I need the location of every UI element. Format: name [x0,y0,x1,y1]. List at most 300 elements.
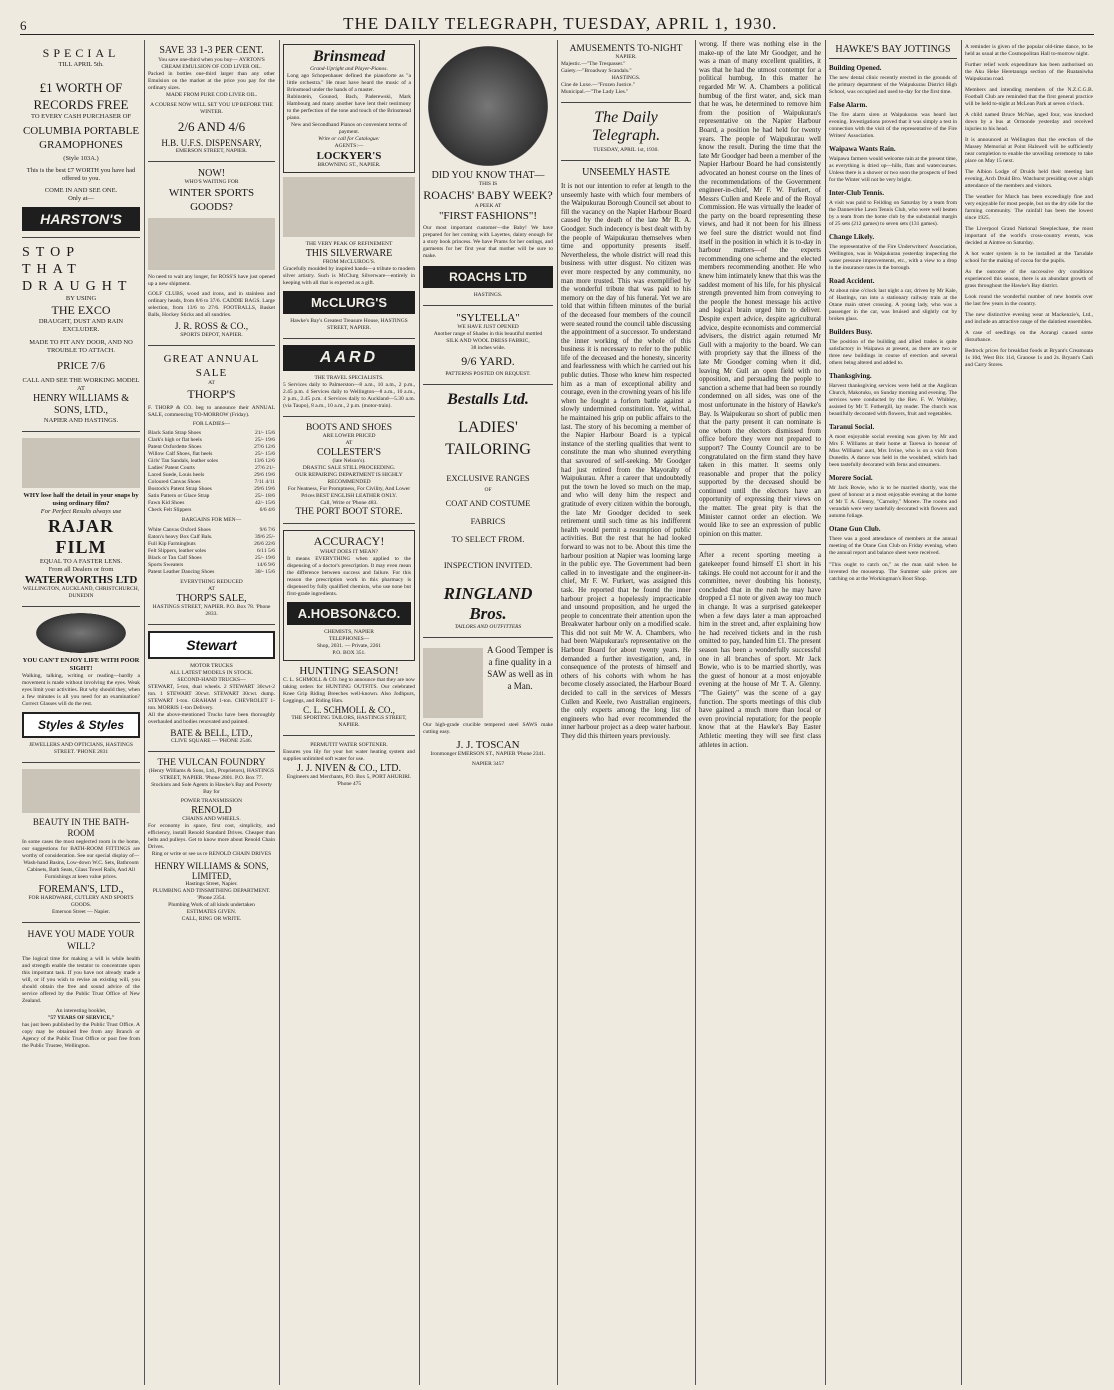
column-5 [561,40,691,1385]
ad-interesting: An interesting booklet, [55,1008,107,1014]
ad-hunting: HUNTING SEASON! [299,665,399,677]
price-row [148,479,275,486]
jotting-body: A most enjoyable social evening was given by Mr and Mrs F. Williams at their home at Tarewa in honour of Miss Williams' aunt, Mrs Irvine, who is on a visit from Dunedin. A dance was held in the woolshed, which had been tastefully decorated with ferns and streamers. [829,434,957,468]
news-paragraph: A case of seedlings on the Aorangi caused some disturbance. [965,330,1093,343]
jotting-body: There was a good attendance of members at the annual meeting of the Otane Gun Club on Friday evening, when the annual report and balance sheet were received. [829,536,957,556]
price-item: Fawn Kid Shoes [148,500,185,506]
ad-ladies: FOR LADIES— [192,421,231,427]
ad-ross: J. R. ROSS & CO., [174,322,249,332]
price-values: 25/- 15/6 [254,451,275,457]
editorial-masthead: The Daily Telegraph. [591,109,661,144]
divider [148,624,275,625]
ad-napier-phone: NAPIER 3457 [471,761,505,767]
ad-names: Rubinstein, Gounod, Bach, Paderewski, Mark Hambourg and many another have lent their testimony to the perfection of the tone and touch of the Brinsmead piano. [287,94,411,121]
price-item: Laced Suede, Louis heels [148,472,205,478]
jotting-title: Taranui Social. [829,423,875,431]
jotting-title: Builders Busy. [829,328,873,336]
ad-perfect-results: For Perfect Results always use [40,508,122,515]
golfer-illustration [148,218,275,270]
ad-fabrics: FABRICS [470,516,506,526]
column-rule [961,40,962,1385]
price-row [148,527,275,534]
ad-hw-place: NAPIER AND HASTINGS. [43,417,119,424]
divider [423,384,553,385]
news-paragraph: The Liverpool Grand National Steeplechase, the most important of the world's cross-country events, was decided at Aintree on Saturday. [965,226,1093,246]
jotting-title: Thanksgiving. [829,372,872,380]
ad-prices: 2/6 AND 4/6 [177,119,246,134]
price-row [148,472,275,479]
price-item: Patent Oxfordette Shoes [148,444,202,450]
price-item: Bostock's Patent Strap Shoes [148,486,212,492]
ad-whos-waiting: WHO'S WAITING FOR [184,179,239,185]
ad-peek: A PEEK AT [474,203,502,209]
ad-winter-sports: WINTER SPORTS GOODS? [168,187,255,213]
ad-schmoll: C. L. SCHMOLL & CO., [303,705,395,715]
jotting-body: The representative of the Fire Underwriters' Association, Wellington, was in Waipukurau yesterday inspecting the water pressure improvements, etc., with a view to a drop in the insurance rates in the borough. [829,244,957,271]
ad-renold: RENOLD [191,805,232,816]
ad-at-2: AT [208,586,215,592]
price-values: 29/6 19/6 [254,472,275,478]
divider [22,606,140,607]
ad-thorps-sale: THORP'S SALE, [176,593,247,604]
ad-by-using: BY USING [65,295,97,302]
price-values: 6/6 4/6 [259,507,275,513]
ad-telephones: TELEPHONES— [328,636,370,642]
price-values: 39/6 25/- [254,534,275,540]
silverware-illustration [283,177,415,237]
editorial-body: It is not our intention to refer at length to the unseemly haste with which four members of the Waipukurau Borough Council set about to fill the vacancy on the Napier Harbour Board caused by the death of the late Mr R. A. Goodger. Such indecency is best dealt with by the people of Waipukurau themselves when time and opportunity presents itself. Nevertheless, the whole district will read this business with utter disgust. No citizen was ever more respected by any community, no man more trusted. This was exemplified by the wonderful tribute that was paid to his memory on the day of his funeral. Yet we are told that within fifteen minutes of the burial of the deceased four members of the council were seated round the council table discussing the appointment of a successor. To understand the inner working of the whole of this business it is necessary to refer to the public life of the deceased and the honesty, sincerity and fearlessness with which he carried out his public duties. Those who knew him respected him as a man of exceptional ability and courage, even in the crowning years of his life when he fought a forlorn battle against a slowly undermined constitution. Yet, withal, he maintained his grip on public affairs to the last. The story of his becoming a member of the Napier Harbour Board is a typical instance of the sterling qualities that went to constitute the man who shunned everything that savoured of self-seeking. Mr Goodger had just retired from the Mayoralty of Waipukurau. After a career that undoubtedly put the town he loved so much on the map, and who will deny him the respect and gratitude of every citizen within the borough, the late Mr Goodger decided to seek retirement until such time as his indifferent health would permit a resumption of public activities. But the rest that he had looked forward to was not to be. About this time the harbour position at Napier was looming large in the public eye. The Government had been called in to investigate and the engineer-in-chief, Mr F. W. Furkert, was assigned this task. He reported that he found the inner harbour project a hopelessly impracticable and unsound proposition, and he urged the people to concentrate their attention upon the Breakwater harbour only on a modified scale. This did not suit Mr W. A. Chambers, who had been Waipukurau's representative on the Harbour Board for about twenty years. He demanded a further investigation, and, in consequence of the protests of himself and others of his cohorts with whom he has become closely associated, the Harbour Board decided to call in the services of Messrs Cullen and Keele, two Australian engineers, the only experts among the long list of engineers who had ever recommended the inner harbour project as a deep water harbour. They did this thirteen years previously. [561,182,691,740]
ad-write: Write or call for Catalogue: [318,136,380,142]
price-row [148,555,275,562]
jotting-title: Building Opened. [829,64,882,72]
price-row [148,548,275,555]
divider [22,762,140,763]
ad-special-heading: SPECIAL [42,46,120,60]
ad-hunting-body: C. L. SCHMOLL & CO. beg to announce that they are now taking orders for HUNTING OUTFITS. Our celebrated Knee Grip Riding Breeches well-known. Also Jodhpurs, Leggings, and Riding Hats. [283,677,415,704]
ad-packed: Packed in bottles one-third larger than any other Emulsion on the market at the price you pay for the ordinary sizes. [148,71,275,91]
price-item: Check Felt Slippers [148,507,192,513]
ad-best-offer: This is the best £7 WORTH you have had offered to you. [26,167,136,182]
ad-what: WHAT DOES IT MEAN? [320,549,378,555]
price-values: 21/- 15/6 [254,430,275,436]
ad-eye-heading: YOU CAN'T ENJOY LIFE WITH POOR SIGHT! [22,657,140,672]
ad-syltella: "SYLTELLA" [456,312,520,324]
price-row [148,562,275,569]
price-row [148,437,275,444]
ad-columbia: COLUMBIA PORTABLE GRAMOPHONES [22,125,140,151]
ad-boots-sub: ARE LOWER PRICED [322,433,376,439]
ad-roachs-body: Our most important customer—the Baby! We have prepared for her coming with Layettes, dainty enough for a story book princess. We have Prams for her outings, and garments for her first year that mother will be sure to make. [423,225,553,259]
mcclurgs-logo: McCLURG'S [283,291,415,314]
ad-chains: CHAINS AND WHEELS. [182,816,241,822]
price-item: Eaton's heavy Box Calf Bals. [148,534,213,540]
news-paragraph: Further relief work expenditure has been authorised on the Aku Heke Heretaunga section of the Ruataniwha Waipukurau road. [965,62,1093,82]
price-values: 30/- 15/6 [254,569,275,575]
ad-first: "FIRST FASHIONS"! [438,210,538,222]
ad-toscan-sub: Ironmonger EMERSON ST., NAPIER 'Phone 2341. [430,751,546,757]
price-values: 25/- 18/6 [254,493,275,499]
divider [283,735,415,736]
ad-power: POWER TRANSMISSION [180,798,243,804]
price-row [148,507,275,514]
ad-hws: HENRY WILLIAMS & SONS, LIMITED, [154,861,269,881]
ad-beauty-body: In some cases the most neglected room in the home, our suggestions for BATH-ROOM FITTINGS are worthy of consideration. See our special display of— [22,839,140,859]
editorial-continued: wrong. If there was nothing else in the make-up of the late Mr Goodger, and he was a man of many excellent qualities, it was that he had the utmost contempt for a political humbug. In this matter he regarded Mr W. A. Chambers a political humbug of the first water, and, sick man that he was, he determined to remove him from the position of Waipukurau's representative on the Napier Harbour Board, a position he had held for twenty years. The people of Waipukurau well know the result. During the time that the late Mr Goodger had been a member of the Napier Harbour Board he had consistently advocated an honest course on the lines of the recommendations of the Government engineer-in-chief, Mr F. W. Furkert, of Messrs Cullen and Keele and of the Royal Commission. He was virtually the leader of the party on the board representing these views, and had it not been for his illness we feel sure the district would not find itself in the position in which it is to-day in harbour matters—of the experts recommending one scheme and the elected members recommending another. He who knew him intimately knew that this was the saddest moment of his life, for his physical strength prevented him from conveying to the people the honest message his active and logical brain urged him to deliver. Despite expert advice, despite agricultural advice, despite economists and commercial advisers, the district again returned Mr Gull with a majority to the board. We can with propriety say that the illness of the late Mr Goodger coming when it did, leaving Mr Gull an open field with no opposition, and persuading the people to sanction a scheme that had been so roundly condemned on all sides, was one of the most unfortunate in the history of Hawke's Bay. Is Waipukurau so short of public men that the party present it can nominate is one whom the electors dismissed from office before they were not prepared to support? The County Council are to be congratulated on the firm stand they have taken in this matter. It seems only reasonable and proper that the policy supported by the deceased should be continued until the electors have an opportunity of expressing their views on the matter. The great pity is that the Minister cannot order an election. We would like to see an expression of public opinion on this matter. [699,40,821,538]
ad-stop-draught: STOP THAT DRAUGHT [22,245,133,294]
snapshot-illustration [22,438,140,488]
ad-permutit-body: Ensures you lily for your hot water heating system and supplies unlimited soft water for use. [283,749,415,762]
price-item: Full Kip Farmingbuts [148,541,196,547]
men-price-list [148,527,275,576]
ad-hws-addr: Hastings Street, Napier. [185,881,238,887]
divider [148,345,275,346]
price-values: 9/6 7/6 [259,527,275,533]
price-row [148,444,275,451]
ad-lockyers-addr: BROWNING ST., NAPIER. [317,162,381,168]
ad-ayrton: You save one-third when you buy— AYRTON'S CREAM EMULSION OF COD LIVER OIL. [158,57,265,70]
price-item: White Canvas Oxford Shoes [148,527,211,533]
news-paragraph: The new distinctive evening wear at Mackenzie's, Ltd., and include an attractive range of the daintiest ensembles. [965,312,1093,325]
ad-call-ring: CALL, RING OR WRITE. [181,916,242,922]
jotting-body: Mr Jack Bowie, who is to be married shortly, was the guest of honour at a most enjoyable evening at the home of Mr T. A. Glenny, "Carnoby," Morere. The rooms and verandah were very tastefully decorated with flowers and autumn foliage. [829,485,957,519]
ad-plumbing-phone: 'Phone 2354. [197,895,226,901]
ad-vulcan-body: Stockists and Sole Agents in Hawke's Bay and Poverty Bay for [151,782,272,795]
price-values: 25/- 19/6 [254,437,275,443]
eye-illustration [36,613,126,653]
ad-collester: COLLESTER'S [316,447,382,458]
ad-silverware: THIS SILVERWARE [305,248,393,259]
amusements-heading: AMUSEMENTS TO-NIGHT [569,44,683,54]
ad-another: Another range of Shades in this beautiful mottled [433,331,543,337]
amusements-napier: NAPIER. [615,54,637,60]
page-number: 6 [20,18,27,33]
column-rule [695,40,696,1385]
price-values: 42/- 15/6 [254,500,275,506]
news-paragraph: Look round the wonderful number of new hostels over the last few years in the country. [965,294,1093,307]
ad-repair-body: For Neatness, For Promptness, For Civility, And Lower Prices BEST ENGLISH LEATHER ONLY. [287,486,411,499]
ad-beauty-heading: BEAUTY IN THE BATH-ROOM [32,817,130,838]
ad-this-is: THIS IS [478,181,498,187]
price-values: 13/6 12/6 [254,458,275,464]
price-row [148,541,275,548]
ad-drastic: DRASTIC SALE STILL PROCEEDING. [302,465,396,471]
news-paragraph: Bedrock prices for breakfast foods at Bryant's Creamoata 1s 10d, West Bix 11d, Granose 1s and 2s. Bryant's Cash and Carry Stores. [965,348,1093,368]
ad-at: AT [77,385,85,392]
news-paragraph: As the outcome of the successive dry conditions experienced this season, there is an abundant growth of grass throughout the Hawke's Bay district. [965,269,1093,289]
ad-plumbing: PLUMBING AND TINSMITHING DEPARTMENT. [152,888,271,894]
price-row [148,458,275,465]
brinsmead-ad [283,44,415,173]
jotting-title: Otane Gun Club. [829,525,881,533]
ad-bate-bell: BATE & BELL, LTD., [170,728,253,738]
ad-ross-sub: SPORTS DEPOT, NAPIER. [180,332,243,338]
divider [22,431,140,432]
roachs-logo: ROACHS LTD [423,266,553,288]
ad-reduced: EVERYTHING REDUCED [180,579,243,585]
ad-price-yard: 9/6 YARD. [461,354,515,368]
price-item: Willow Calf Shoes, flat heels [148,451,213,457]
divider [561,160,691,161]
ad-ww-towns: WELLINGTON, AUCKLAND, CHRISTCHURCH, DUNEDIN [22,586,140,599]
divider [148,161,275,162]
price-row [148,465,275,472]
price-item: Felt Slippers, leather soles [148,548,207,554]
divider [283,338,415,339]
ringland-logo: RINGLAND Bros. [443,584,533,623]
ad-will-body: The logical time for making a will is while health and strength enable the testator to concentrate upon this important task. If you have not already made a will, or if you wish to revise an existing will, you should obtain the free and sound advice of the service offered by the Public Trust Office of New Zealand. [22,956,140,1004]
ad-trucks: STEWART, 5-ton, dual wheels. 2 STEWART 30cwt-2 ton. 1 STEWART 30cwt. STEWART 30cwt. dump. STEWART 1-ton. GRAHAM 1-ton. CHEVROLET 1-ton. MORRIS 1-ton Delivery. [148,684,275,711]
jotting-title: Morere Social. [829,474,873,482]
divider [148,751,275,752]
ad-second-hand: SECOND-HAND TRUCKS— [177,677,246,683]
ad-ladies: LADIES' [458,419,518,436]
price-row [148,500,275,507]
ad-collester-sub: (late Nelson's). [332,458,366,464]
ad-exco-desc: DRAUGHT, DUST AND RAIN EXCLUDER. [38,318,124,333]
ad-equal-lens: EQUAL TO A FASTER LENS. [39,558,123,565]
ad-henry-williams: HENRY WILLIAMS & SONS, LTD., [32,393,130,416]
price-item: Girls' Tan Sandals, leather soles [148,458,219,464]
ad-style: (Style 103A.) [63,155,99,162]
divider [423,305,553,306]
divider [423,637,553,638]
ad-no-need: No need to wait any longer, for ROSS'S have just opened up a new shipment. [148,274,275,287]
ad-peak: THE VERY PEAK OF REFINEMENT [305,241,393,247]
ad-save-heading: SAVE 33 1-3 PER CENT. [159,45,264,56]
ad-thorps-addr: HASTINGS STREET, NAPIER. P.O. Box 78. 'Phone 2833. [152,604,271,617]
amusements-majestic: Majestic.—"The Trespasser." [561,61,626,67]
column-1 [22,40,140,1385]
column-rule [557,40,558,1385]
ad-exclusive: EXCLUSIVE RANGES [446,473,530,483]
amusements-deluxe: Cine de Luxe.—"Frozen Justice." [561,82,635,88]
ad-plumbing-body: Plumbing Work of all kinds undertaken [168,902,255,908]
column-rule [279,40,280,1385]
ad-repair: OUR REPAIRING DEPARTMENT IS HIGHLY RECOMMENDED [295,472,403,485]
ad-made-from: MADE FROM PURE COD LIVER OIL. [165,92,258,98]
jotting-caught: "This ought to catch on," as the man said when he invented the mousetrap. The Summer sale prices are catching on at the Workingman's Boot Shop. [829,562,957,582]
page-title: THE DAILY TELEGRAPH, TUESDAY, APRIL 1, 1930. [343,14,778,33]
ad-overhauled: All the above-mentioned Trucks have been thoroughly overhauled and bodies renovated and painted. [148,712,275,725]
column-rule [419,40,420,1385]
ad-records-free: £1 WORTH OF RECORDS FREE [33,80,129,112]
column-4 [423,40,553,1385]
ad-call-write: Call, Write or 'Phone 483. [320,500,378,506]
ad-at: AT [345,440,353,446]
lockyers-logo: LOCKYER'S [316,150,382,162]
styles-logo: Styles & Styles [22,712,140,738]
ad-of: OF [484,487,492,493]
divider [22,237,140,238]
amusements-hastings: HASTINGS. [611,75,641,81]
price-values: 27/6 12/6 [254,444,275,450]
news-items: After a recent sporting meeting a gatekeeper found himself £1 short in his takings. He could not account for it and the committee, never doubting his honesty, concluded that in the rush he may have dropped a £1 note or given away too much in change. It was a surprised gatekeeper when a few days later a man approached him in the street and, after explaining how he had received tickets and in the rush omitted to pay, handed him £1. The present season has been a wonderfully successful one in all branches of sport. Mr Jack Bowie, who is to be married shortly, was the guest of honour at a most enjoyable evening at the house of Mr T. A. Glenny. "The Gaiety" was the scene of a gay function. The sports meetings of this club have gained a much more than local or even provincial reputation; for the people know that at the Hawke's Bay Easter Athletic meeting they will see first class athletes in action. [699,551,821,749]
column-rule [825,40,826,1385]
price-row [148,569,275,576]
ladies-price-list [148,430,275,514]
ad-call-and-see: CALL AND SEE THE WORKING MODEL [22,377,140,384]
ad-hbufs: H.B. U.F.S. DISPENSARY, [161,138,262,148]
ad-boots: BOOTS AND SHOES [305,423,393,433]
baby-illustration [428,46,548,166]
ad-thorp-intro: F. THORP & CO. beg to announce their ANNUAL SALE, commencing TO-MORROW (Friday). [148,405,275,418]
ad-did-you: DID YOU KNOW THAT— [431,170,545,181]
ad-new-pianos: New and Secondhand Pianos on convenient terms of payment. [291,122,407,135]
price-row [148,493,275,500]
news-paragraph: Members and intending members of the N.Z.C.G.B. Football Club are reminded that the first general practice will be held to-night at McLean Park at seven o'clock. [965,87,1093,107]
ad-foremans-sub: FOR HARDWARE, CUTLERY AND SPORTS GOODS. [28,895,134,908]
ad-jniven: J. J. NIVEN & CO., LTD. [296,763,402,774]
ad-dealers: From all Dealers or from [48,566,114,573]
divider [283,523,415,524]
amusements-gaiety: Gaiety.—"Broadway Scandals." [561,68,632,74]
ad-vulcan-sub: (Henry Williams & Sons, Ltd., Proprietors), HASTINGS STREET, NAPIER. 'Phone 2801. P.O. Box 77. [148,768,275,781]
price-values: 25/- 19/6 [254,555,275,561]
ad-travel-body: 5 Services daily to Palmerston—8 a.m., 10 a.m., 2 p.m., 2.45 p.m. 4 Services daily to Wellington—8 a.m., 10 a.m., 2 p.m., 2.45 p.m. 4 Services daily to Auckland—5.30 a.m. (via Taupo), 8 a.m., 10 a.m., 2 p.m. (motor-train). [283,382,415,409]
ad-hobson-sub: CHEMISTS, NAPIER [324,629,374,635]
ad-accuracy-body: It means EVERYTHING when applied to the dispensing of a doctor's prescription. It may even mean the difference between success and failure. For this reason the prescription work in this pharmacy is dispensed by fully qualified chemists, who use none but first-grade ingredients. [287,556,411,597]
jotting-body: Waipawa farmers would welcome rain at the present time, as everything is dried up—hills, flats and watercourses. Unless there is a shower or two soon the prospects of feed for the Winter will not be very bright. [829,156,957,183]
jotting-body: The position of the building and allied trades is quite satisfactory in Waipawa at present, as there are two or three new buildings in course of erection and several others being altered and added to. [829,339,957,366]
ad-opened: WE HAVE JUST OPENED [457,324,519,330]
rajar-logo: RAJAR FILM [48,516,114,557]
saw-illustration [423,648,483,718]
ad-accuracy: ACCURACY! [313,534,385,548]
ad-great-sale: GREAT ANNUAL SALE [163,353,260,379]
jotting-title: Change Likely. [829,233,875,241]
ad-po-box: P.O. BOX 351. [332,650,366,656]
harstons-logo: HARSTON'S [22,207,140,231]
ad-tailors: TAILORS AND OUTFITTERS [454,624,522,630]
jotting-title: Road Accident. [829,277,875,285]
ad-brinsmead-body: Long ago Schopenhauer defined the pianoforte as "a little orchestra." He must have heard the music of a Brinsmead under the hands of a master. [287,73,411,93]
hobson-logo: A.HOBSON&CO. [287,602,411,625]
editorial-headline: UNSEEMLY HASTE [582,167,670,178]
ad-exco: THE EXCO [51,303,111,317]
jotting-title: False Alarm. [829,101,868,109]
news-paragraph: It is announced at Wellington that the erection of the Massey Memorial at Point Halswell will be sufficiently near completion to enable the unveiling ceremony to take place on May 15 next. [965,137,1093,164]
price-item: Satin Pattern or Glace Strap [148,493,210,499]
divider [699,544,821,545]
price-row [148,486,275,493]
ad-made-to-fit: MADE TO FIT ANY DOOR, AND NO TROUBLE TO ATTACH. [29,339,133,354]
ad-models: ALL LATEST MODELS IN STOCK. [169,670,254,676]
ad-foremans: FOREMAN'S, LTD., [38,884,124,895]
column-2 [148,40,275,1385]
ad-inspection: INSPECTION INVITED. [443,560,533,570]
price-item: Ladies' Patent Courts [148,465,195,471]
price-values: 26/6 22/6 [254,541,275,547]
ad-toscan: J. J. TOSCAN [456,739,520,751]
ad-travel: THE TRAVEL SPECIALISTS. [314,375,384,381]
price-item: Black Satin Strap Shoes [148,430,202,436]
ad-hastings: HASTINGS. [473,292,503,298]
price-item: Patent Leather Dancing Shoes [148,569,215,575]
price-item: Coloured Canvas Shoes [148,479,201,485]
ad-emerson: Emerson Street — Napier. [51,909,111,915]
ad-booklet: has just been published by the Public Trust Office. A copy may be obtained free from any Branch or Agency of the Public Trust Office or post free from the Public Trustee, Wellington. [22,1022,140,1049]
ad-estimates: ESTIMATES GIVEN. [186,909,237,915]
jotting-body: The fire alarm siren at Waipukurau was heard last evening. Investigations proved that it was simply a test in connection with the visit of the representative of the Fire Writers' Association. [829,112,957,139]
ad-grand: Grand-Upright and Player-Pianos. [310,66,388,72]
editorial-dateline: TUESDAY, APRIL 1st, 1930. [593,147,659,153]
ad-vulcan: THE VULCAN FOUNDRY [157,758,266,768]
jotting-title: Inter-Club Tennis. [829,189,884,197]
price-row [148,534,275,541]
stewart-logo: Stewart [148,631,275,659]
column-rule [144,40,145,1385]
ad-come-in: COME IN AND SEE ONE. [44,187,118,194]
bathroom-illustration [22,769,140,813]
column-8 [965,40,1093,1385]
bestalls-logo: Bestalls Ltd. [447,391,529,408]
ad-basins: Wash-hand Basins, Low-down W.C. Sets, Bathroom Cabinets, Bath Seats, Glass Towel Rails, And All Furnishings at keen value prices. [23,860,139,880]
ad-why-lose: WHY lose half the detail in your snaps by using ordinary film? [23,492,139,507]
ad-mcclurgs-sub: Hawke's Bay's Greatest Treasure House, HASTINGS STREET, NAPIER. [290,318,408,331]
news-paragraph: The Albion Lodge of Druids held their meeting last evening, Arch Druid Bro. Watchurst presiding over a high attendance of the members and visitors. [965,169,1093,189]
news-paragraph: A reminder is given of the popular old-time dance, to be held as usual at the Cosmopolitan Hall to-morrow night. [965,44,1093,57]
news-paragraph: A hot water system is to be installed at the Tarudale school for the making of cocoa for the pupils. [965,251,1093,264]
ad-at: AT [208,380,215,386]
ad-thorps: THORP'S [187,387,236,401]
jotting-title: Waipawa Wants Rain. [829,145,896,153]
ad-golf-clubs: GOLF CLUBS, wood and irons, and in stainless and ordinary heads, from 8/6 to 37/6. CADDIE BAGS. Large selection, from 13/6 to 27/6. FOOTBALLS, Basket Balls, Hockey Sticks and all sundries. [148,291,275,318]
ad-now: NOW! [197,168,226,179]
ad-coat: COAT AND COSTUME [445,498,531,508]
accuracy-ad [283,530,415,661]
ad-57-years: "57 YEARS OF SERVICE," [47,1015,115,1021]
ad-width: 38 inches wide. [470,345,506,351]
ad-chains-body: For economy in space, first cost, simplicity, and efficiency, install Renold Standard Drives. Cheaper than belts and pulleys. Get to know more about Renold Chain Drives. [148,823,275,850]
ad-to-every: TO EVERY CASH PURCHASER OF [30,113,132,120]
ad-stewart-sub: MOTOR TRUCKS [190,663,233,669]
ad-jniven-sub: Engineers and Merchants, P.O. Box 5, PORT AHURIRI. 'Phone 475 [286,774,412,787]
ad-tel-nums: Shop, 2031. — Private, 2261 [316,643,381,649]
waterworths-logo: WATERWORTHS LTD [24,574,138,586]
ad-hbufs-addr: EMERSON STREET, NAPIER. [175,148,248,154]
price-values: 14/6 9/6 [256,562,275,568]
jotting-body: The new dental clinic recently erected in the grounds of the primary department of the Waipukurau District High School, was occupied and used to-day for the first time. [829,75,957,95]
ad-price: PRICE 7/6 [57,360,105,372]
column-7 [829,40,957,1385]
ad-silver-body: Gracefully moulded by inspired hands—a tribute to modern silver artistry. Such is McClurg Silverware—entirely in keeping with all that is expected as a gift. [283,266,415,286]
jotting-body: Harvest thanksgiving services were held at the Anglican Church, Makotuku, on Sunday morning and evening. The services were conducted by the Rev. F. W. Whibley, assisted by Mr T. Fothergill, lay reader. The church was beautifully decorated with flowers, fruit and vegetables. [829,383,957,417]
ad-schmoll-sub: THE SPORTING TAILORS, HASTINGS STREET, NAPIER. [291,715,407,728]
page-masthead [20,8,1094,35]
divider [283,416,415,417]
ad-roachs: ROACHS' BABY WEEK? [423,188,553,202]
column-3 [283,40,415,1385]
ad-patterns: PATTERNS POSTED ON REQUEST. [445,371,531,377]
ad-permutit: PERMUTIT WATER SOFTENER. [310,742,388,748]
ad-styles-sub: JEWELLERS AND OPTICIANS, HASTINGS STREET. 'PHONE 2831 [29,742,133,755]
divider [561,102,691,103]
divider [22,922,140,923]
ad-select: TO SELECT FROM. [451,534,525,544]
price-values: 7/11 4/11 [254,479,275,485]
ad-tailoring: TAILORING [445,441,531,458]
jottings-heading: HAWKE'S BAY JOTTINGS [829,44,957,59]
ad-from: FROM McCLUROG'S. [322,259,376,265]
jotting-body: At about nine o'clock last night a car, driven by Mr Kale, of Hastings, ran into a stationary railway train at the Otane main street crossing. A young lady, who was a passenger in the car, was bruised and slightly cut by broken glass. [829,288,957,322]
jotting-body: A visit was paid to Feilding on Saturday by a team from the Dannevirke Lawn Tennis Club, who were well beaten by a team from the home club by the substantial margin of 25 sets (212 games) to seven sets (131 games). [829,200,957,227]
price-row [148,451,275,458]
news-paragraph: The weather for March has been exceedingly fine and very enjoyable for most people, but on the dry side for the farming community. The rainfall has been the lowest since 1925. [965,194,1093,221]
amusements-municipal: Municipal.—"The Lady Lies." [561,89,629,95]
ad-port: THE PORT BOOT STORE. [295,507,403,517]
price-item: Black or Tan Calf Shoes [148,555,202,561]
ad-bate-bell-addr: CLIVE SQUARE — 'PHONE 2546. [171,738,252,744]
